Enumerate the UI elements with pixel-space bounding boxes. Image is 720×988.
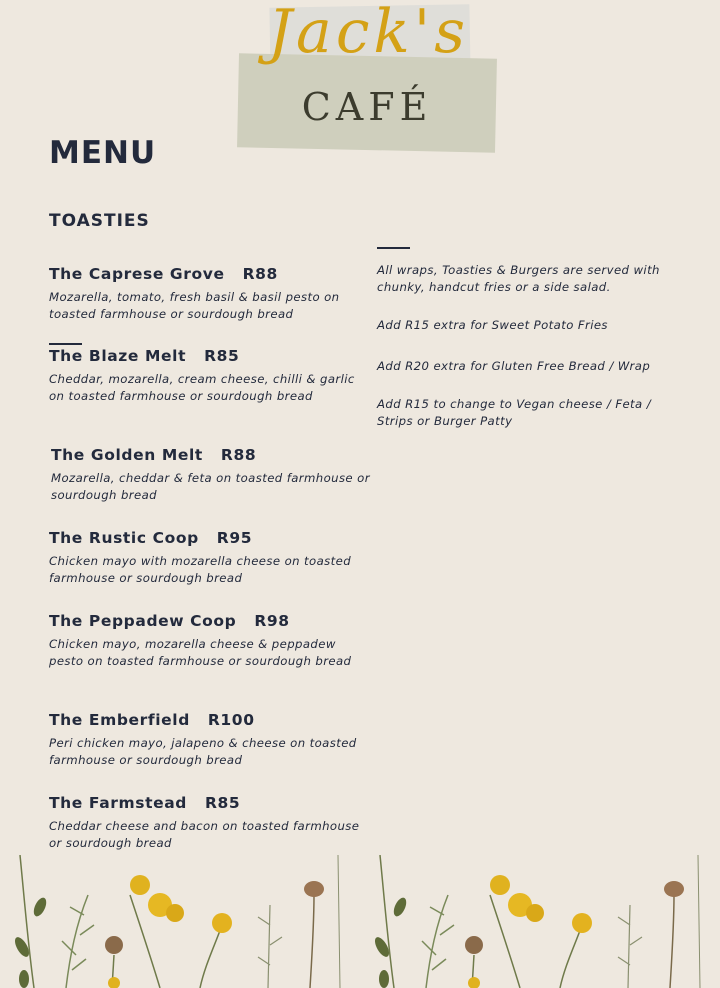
item-name: The Farmstead [49,794,187,812]
item-description: Mozarella, tomato, fresh basil & basil pesto on toasted farmhouse or sourdough bread [49,290,340,321]
item-price: R98 [254,612,290,630]
item-description: Peri chicken mayo, jalapeno & cheese on toasted farmhouse or sourdough bread [49,736,357,767]
item-price: R95 [216,529,253,547]
item-description: Chicken mayo with mozarella cheese on toasted farmhouse or sourdough bread [49,554,352,585]
item-price: R85 [204,347,240,365]
menu-item [49,794,369,851]
notes-panel [377,262,677,429]
item-name: The Golden Melt [51,446,203,464]
note-gluten-free: Add R20 extra for Gluten Free Bread / Wrap [377,358,651,373]
wildflower-border [0,855,720,988]
logo-cafe-text: CAFÉ [301,85,433,129]
cafe-logo [236,0,498,160]
menu-item [49,711,369,768]
item-description: Chicken mayo, mozarella cheese & peppadew pesto on toasted farmhouse or sourdough bread [49,637,352,668]
item-description: Mozarella, cheddar & feta on toasted farmhouse or sourdough bread [51,471,370,502]
menu-title: MENU [49,135,157,171]
flower-group-right [372,855,700,988]
item-name: The Caprese Grove [49,265,225,283]
menu-item [51,446,371,503]
note-sweet-potato: Add R15 extra for Sweet Potato Fries [377,318,608,332]
note-sides: All wraps, Toasties & Burgers are served with chunky, handcut fries or a side salad. [377,263,660,294]
section-title-toasties: TOASTIES [49,211,150,231]
menu-item [49,529,369,586]
item-price: R88 [242,265,278,283]
item-price: R100 [207,711,255,729]
item-name: The Emberfield [49,711,190,729]
menu-item [49,612,369,669]
note-vegan: Add R15 to change to Vegan cheese / Feta / Strips or Burger Patty [377,397,652,428]
item-name: The Blaze Melt [49,347,187,365]
item-name: The Peppadew Coop [49,612,237,630]
logo-script-text: Jack's [268,0,470,67]
menu-item [49,265,369,322]
item-price: R88 [220,446,257,464]
divider [49,343,82,345]
menu-item [49,347,369,404]
item-description: Cheddar, mozarella, cream cheese, chilli & garlic on toasted farmhouse or sourdough bread [49,372,355,403]
item-price: R85 [204,794,241,812]
item-name: The Rustic Coop [49,529,199,547]
flower-group-left [12,855,340,988]
divider [377,247,410,249]
item-description: Cheddar cheese and bacon on toasted farmhouse or sourdough bread [49,819,360,850]
